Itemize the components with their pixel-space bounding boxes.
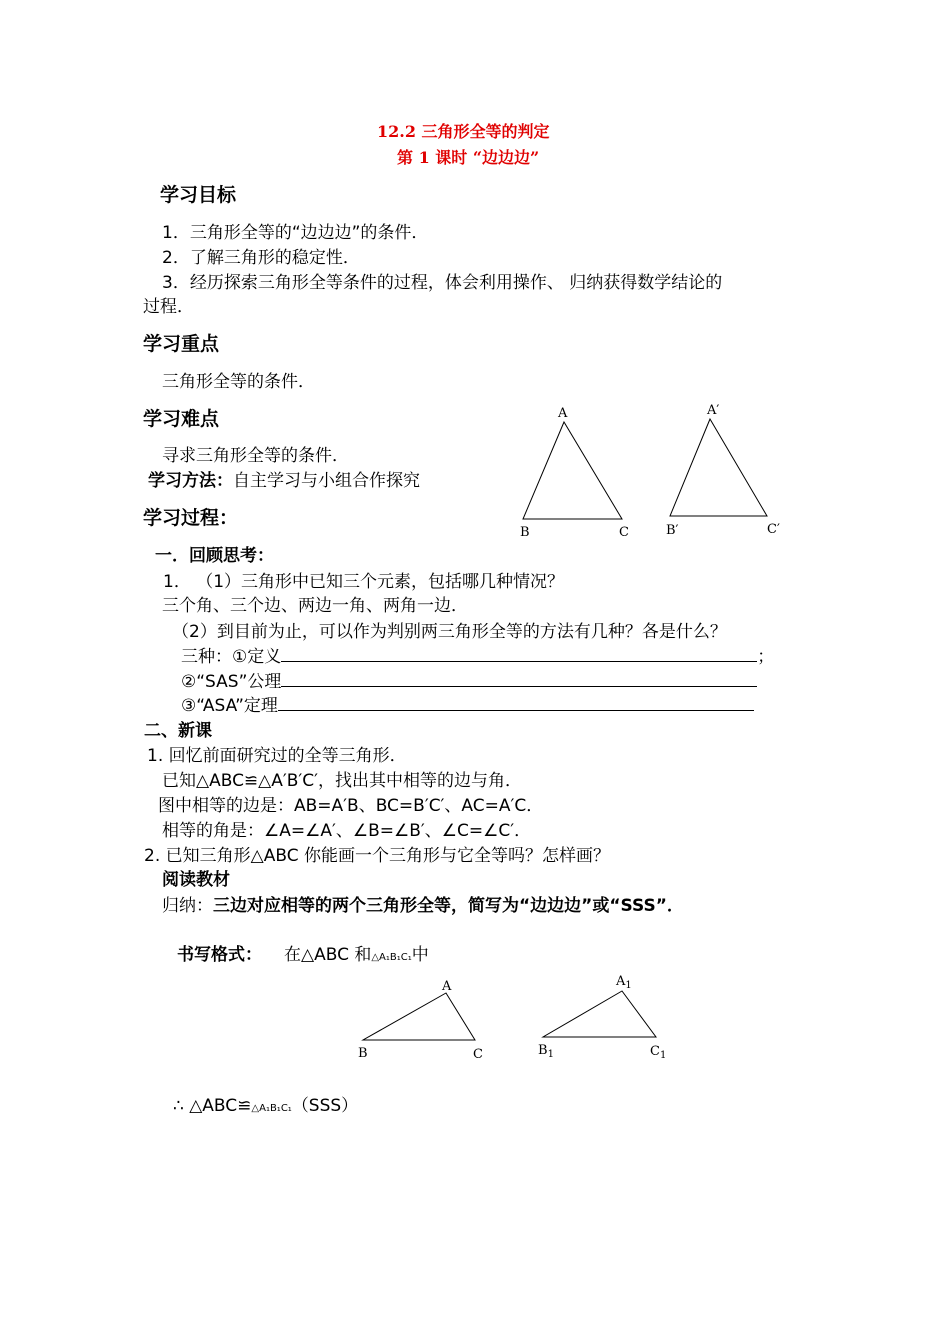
- review-line-1-label: 三种：①定义: [181, 647, 282, 667]
- label-c-prime: C′: [767, 522, 780, 537]
- new-lesson-p4: 相等的角是：∠A=∠A′、∠B=∠B′、∠C=∠C′．: [162, 821, 532, 841]
- label-c-2: C: [473, 1047, 483, 1062]
- objective-2: 2．了解三角形的稳定性．: [162, 248, 360, 268]
- study-method-text: 自主学习与小组合作探究: [233, 471, 420, 491]
- difficulty-text: 寻求三角形全等的条件．: [162, 446, 349, 466]
- triangle-abc-2: [363, 993, 475, 1040]
- triangle-a1b1c1: [543, 991, 656, 1037]
- label-c: C: [619, 525, 629, 540]
- label-a-prime: A′: [707, 403, 720, 418]
- read-textbook: 阅读教材: [162, 870, 230, 890]
- label-b1: $B_1$: [538, 1043, 554, 1060]
- new-lesson-p3: 图中相等的边是：AB=A′B、BC=B′C′、AC=A′C．: [158, 796, 544, 816]
- new-lesson-p5: 2. 已知三角形△ABC 你能画一个三角形与它全等吗？怎样画？: [144, 846, 610, 866]
- triangle-figure-2: [350, 965, 690, 1065]
- label-b: B: [520, 525, 530, 540]
- new-lesson-p1: 1. 回忆前面研究过的全等三角形．: [147, 746, 407, 766]
- review-a1: 三个角、三个边、两边一角、两角一边．: [162, 596, 468, 616]
- writing-format-label: 书写格式：: [177, 945, 262, 965]
- title-line-1: 12.2 三角形全等的判定: [377, 122, 550, 141]
- writing-format-small: △A₁B₁C₁: [371, 952, 412, 963]
- answer-blank-1[interactable]: [281, 647, 757, 662]
- conclusion: [173, 1091, 358, 1116]
- summary-label: 归纳：: [162, 896, 213, 916]
- study-method-label: 学习方法：: [148, 471, 233, 491]
- title-line-2: 第 1 课时 “边边边”: [397, 148, 540, 167]
- objective-3: 3．经历探索三角形全等条件的过程，体会利用操作、 归纳获得数学结论的: [162, 273, 723, 293]
- review-line-3-label: ③“ASA”定理: [181, 696, 278, 716]
- label-c1: $C_1$: [650, 1044, 667, 1061]
- summary: [162, 891, 684, 916]
- objective-1: 1．三角形全等的“边边边”的条件．: [162, 223, 429, 243]
- process-heading: 学习过程：: [143, 507, 239, 529]
- writing-format-pre: 在△ABC 和: [284, 945, 372, 965]
- review-line-1-end: ；: [757, 647, 775, 667]
- label-a1: $A_1$: [616, 974, 632, 991]
- writing-format: [177, 940, 429, 965]
- study-method: [148, 466, 420, 491]
- triangle-abc: [523, 422, 622, 519]
- new-lesson-heading: 二、新课: [144, 721, 212, 741]
- label-b-prime: B′: [666, 523, 679, 538]
- conclusion-pre: ∴ △ABC≌: [173, 1096, 252, 1116]
- review-heading: 一．回顾思考：: [155, 546, 274, 566]
- new-lesson-p2: 已知△ABC≌△A′B′C′，找出其中相等的边与角．: [162, 771, 522, 791]
- answer-blank-2[interactable]: [281, 672, 757, 687]
- key-point-heading: 学习重点: [143, 333, 220, 355]
- objective-3-cont: 过程．: [143, 297, 194, 317]
- conclusion-post: （SSS）: [291, 1096, 359, 1116]
- label-a-2: A: [442, 979, 452, 994]
- review-q1: 1． （1）三角形中已知三个元素，包括哪几种情况？: [163, 572, 565, 592]
- objectives-heading: 学习目标: [160, 184, 237, 206]
- review-line-2: [181, 667, 757, 692]
- triangle-figure-1: [500, 395, 800, 545]
- label-a: A: [558, 406, 568, 421]
- summary-text: 三边对应相等的两个三角形全等，简写为“边边边”或“SSS”．: [213, 896, 684, 916]
- conclusion-small: △A₁B₁C₁: [251, 1103, 292, 1114]
- key-point-text: 三角形全等的条件．: [162, 372, 315, 392]
- label-b-2: B: [358, 1046, 368, 1061]
- answer-blank-3[interactable]: [278, 696, 754, 711]
- review-line-1: [181, 642, 774, 667]
- difficulty-heading: 学习难点: [143, 408, 220, 430]
- writing-format-post: 中: [411, 945, 429, 965]
- review-q2: （2）到目前为止，可以作为判别两三角形全等的方法有几种？各是什么？: [172, 622, 727, 642]
- review-line-2-label: ②“SAS”公理: [181, 672, 282, 692]
- triangle-a-prime: [670, 419, 767, 516]
- review-line-3: [181, 691, 754, 716]
